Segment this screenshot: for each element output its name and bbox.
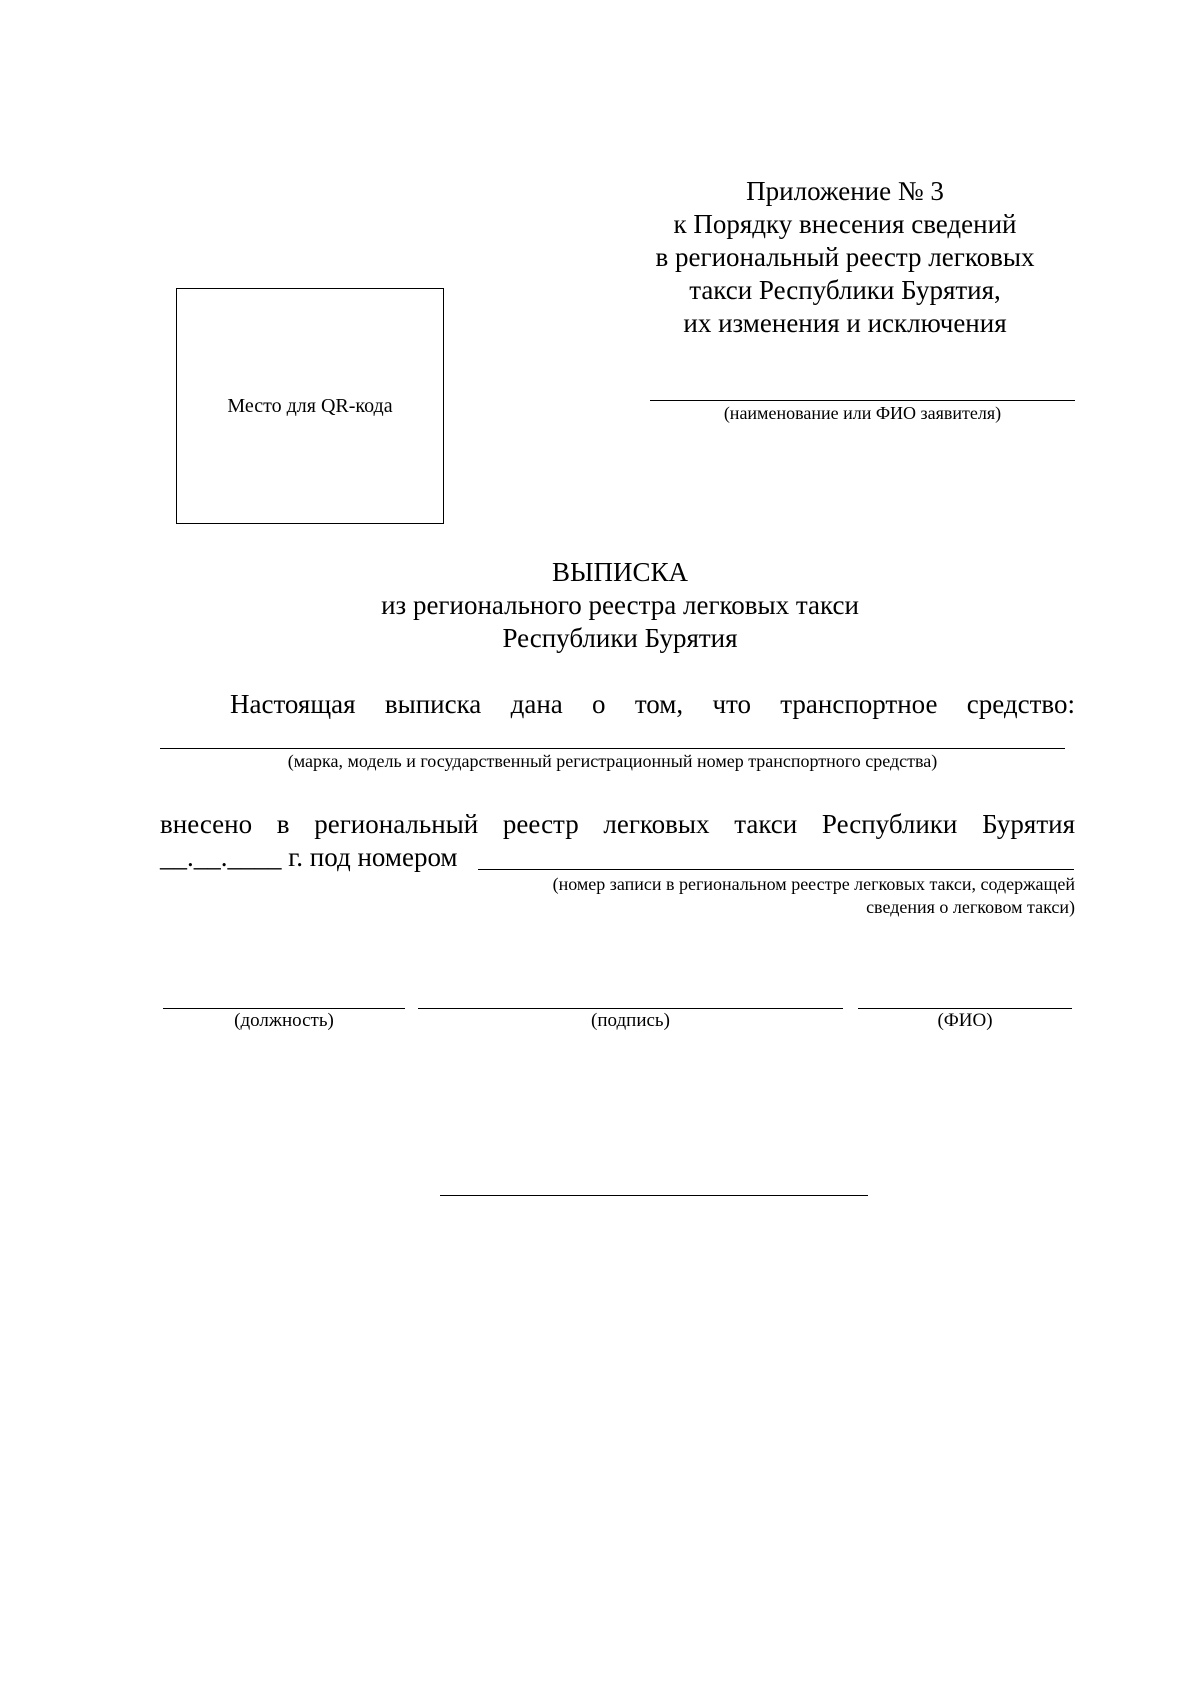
- signature-caption: (подпись): [591, 1010, 670, 1031]
- appendix-line: Приложение № 3: [746, 176, 944, 206]
- title-line: из регионального реестра легковых такси: [381, 590, 859, 620]
- entered-paragraph: внесено в региональный реестр легковых такси Республики Бурятия: [160, 809, 1075, 839]
- document-title: [300, 556, 940, 655]
- record-caption-line: (номер записи в региональном реестре легковых такси, содержащей: [552, 874, 1075, 894]
- appendix-line: их изменения и исключения: [683, 308, 1007, 338]
- record-number-blank-line: [478, 869, 1074, 870]
- title-line: Республики Бурятия: [502, 623, 738, 653]
- vehicle-blank-line: [160, 748, 1065, 749]
- appendix-line: к Порядку внесения сведений: [673, 209, 1017, 239]
- signature-blank-line: [418, 1008, 843, 1009]
- name-blank-line: [858, 1008, 1072, 1009]
- name-caption: (ФИО): [937, 1010, 993, 1031]
- title-heading: ВЫПИСКА: [551, 557, 689, 587]
- appendix-header: [640, 175, 1050, 340]
- date-number-line: __.__.____ г. под номером: [160, 842, 458, 872]
- vehicle-caption: (марка, модель и государственный регистрационный номер транспортного средства): [287, 751, 938, 771]
- qr-code-label: Место для QR-кода: [227, 394, 393, 417]
- applicant-caption: (наименование или ФИО заявителя): [723, 403, 1002, 423]
- record-caption-line: сведения о легковом такси): [866, 897, 1075, 917]
- record-caption: [470, 873, 1075, 919]
- position-caption: (должность): [234, 1010, 334, 1031]
- qr-code-placeholder: [176, 288, 444, 524]
- appendix-line: в региональный реестр легковых: [655, 242, 1035, 272]
- position-blank-line: [163, 1008, 405, 1009]
- appendix-line: такси Республики Бурятия,: [689, 275, 1001, 305]
- applicant-blank-line: [650, 400, 1075, 401]
- bottom-blank-line: [440, 1195, 868, 1196]
- intro-paragraph: Настоящая выписка дана о том, что транспортное средство:: [230, 689, 1075, 719]
